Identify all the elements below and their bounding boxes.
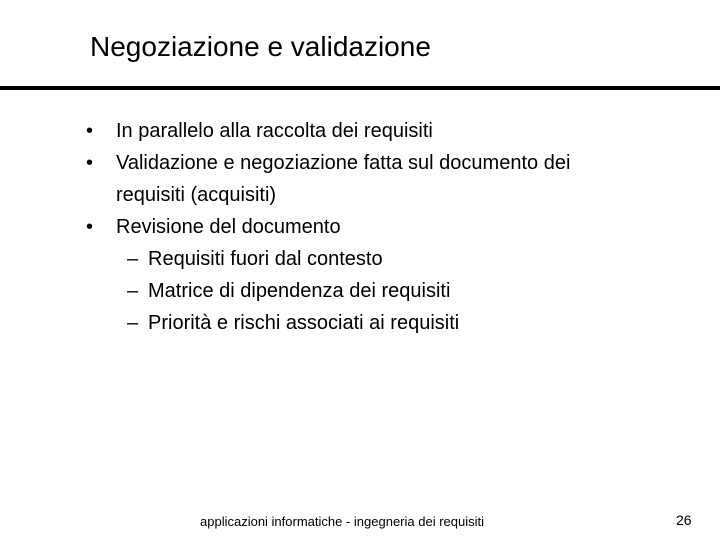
title-divider: [0, 86, 720, 90]
subbullet-item: [0, 275, 720, 307]
bullet-list: [0, 115, 720, 339]
bullet-item: [0, 211, 720, 243]
bullet-text: In parallelo alla raccolta dei requisiti: [116, 120, 433, 142]
slide-title: Negoziazione e validazione: [90, 31, 431, 62]
bullet-item: [0, 115, 720, 147]
subbullet-marker: –: [127, 280, 139, 302]
subbullet-text: Requisiti fuori dal contesto: [148, 248, 383, 270]
footer-text: applicazioni informatiche - ingegneria dei requisiti: [200, 514, 484, 529]
bullet-text: Validazione e negoziazione fatta sul documento dei: [116, 152, 571, 174]
bullet-marker: •: [86, 216, 94, 238]
subbullet-text: Priorità e rischi associati ai requisiti: [148, 312, 460, 334]
bullet-marker: •: [86, 120, 94, 142]
page-number: 26: [676, 512, 692, 528]
bullet-marker: •: [86, 152, 94, 174]
subbullet-text: Matrice di dipendenza dei requisiti: [148, 280, 451, 302]
bullet-continuation: [0, 179, 720, 211]
subbullet-marker: –: [127, 312, 139, 334]
bullet-text: Revisione del documento: [116, 216, 341, 238]
subbullet-marker: –: [127, 248, 139, 270]
bullet-item: [0, 147, 720, 179]
bullet-text-continuation: requisiti (acquisiti): [116, 184, 277, 206]
subbullet-item: [0, 243, 720, 275]
subbullet-item: [0, 307, 720, 339]
